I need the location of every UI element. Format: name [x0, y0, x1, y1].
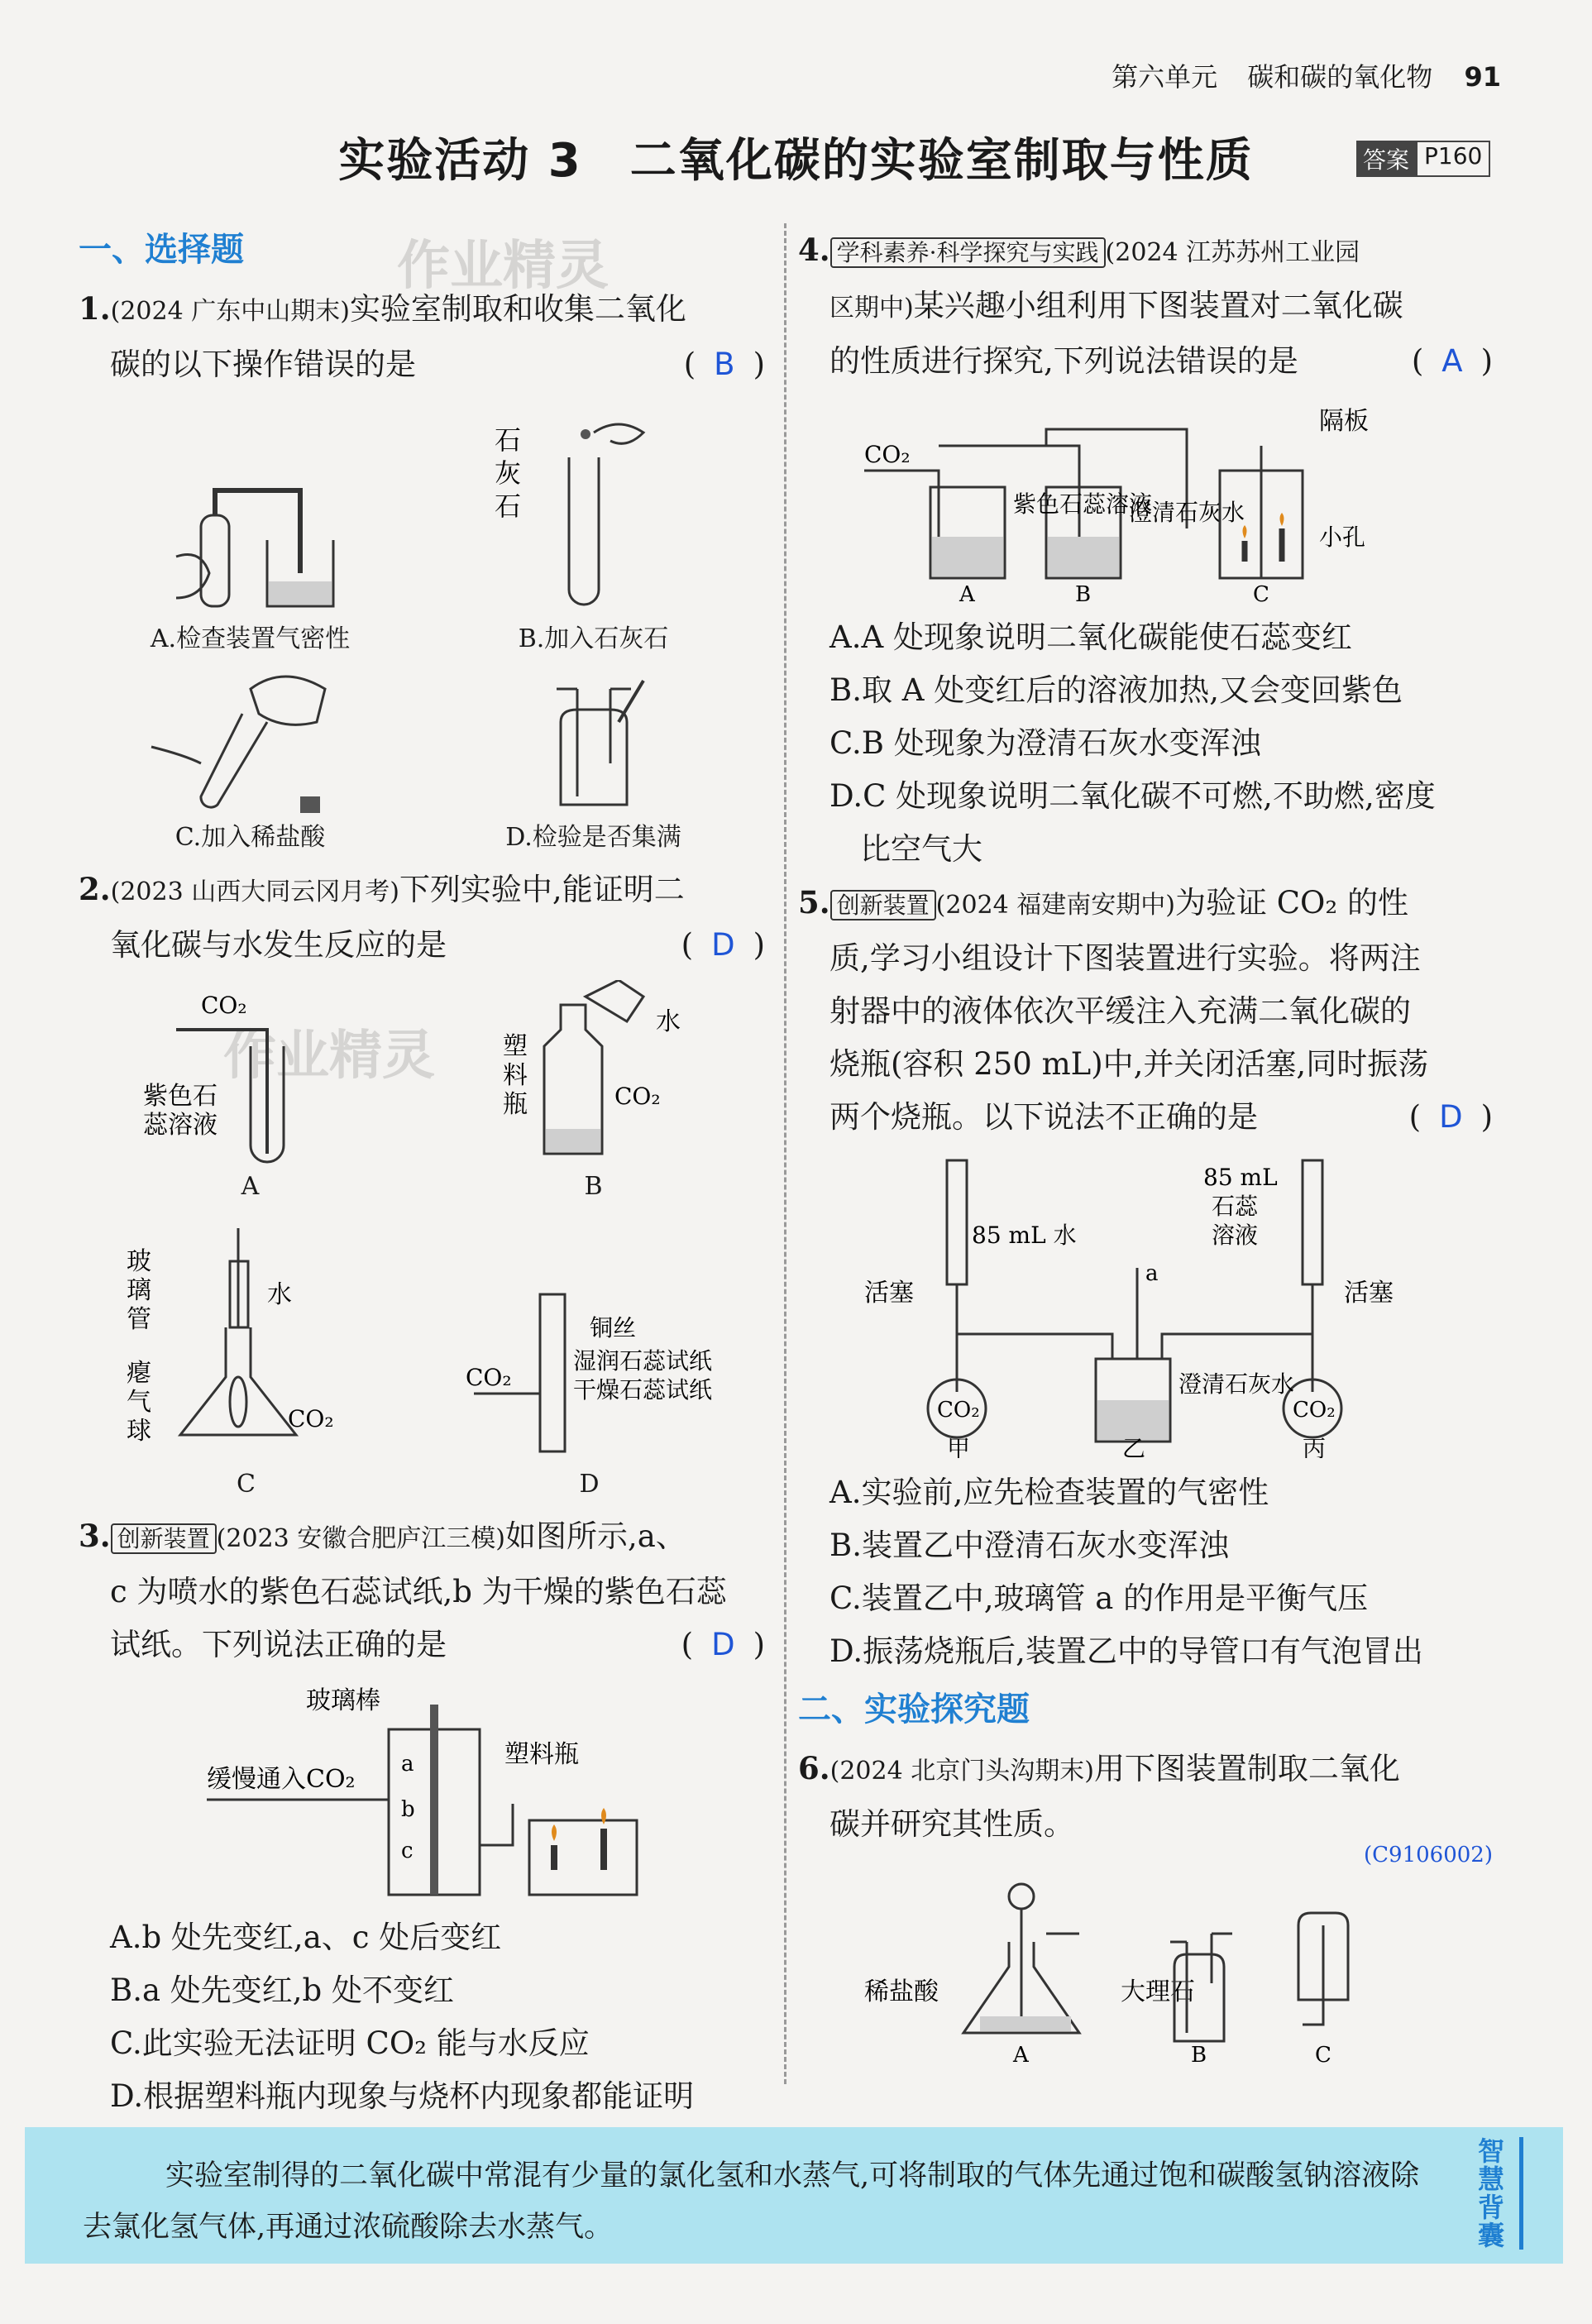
- question-6: [798, 1742, 1493, 2066]
- q1-source: (2024 广东中山期末): [110, 297, 350, 326]
- q3-option-c: C.此实验无法证明 CO₂ 能与水反应: [110, 2025, 590, 2061]
- page-title: 实验活动 3 二氧化碳的实验室制取与性质: [338, 134, 1254, 188]
- q5-option-a: A.实验前,应先检查装置的气密性: [829, 1475, 1269, 1510]
- q2-glass-label-1: 玻: [126, 1247, 151, 1276]
- q2-bottle-label-2: 料: [502, 1061, 528, 1090]
- q2-figure-label-d: D: [579, 1470, 600, 1499]
- q5-water-label: 85 mL 水: [972, 1222, 1077, 1249]
- q2-figure-label-c: C: [237, 1470, 256, 1499]
- q3-source: (2023 安徽合肥庐江三模): [216, 1524, 505, 1553]
- q2-figure-a: [127, 980, 375, 1203]
- q4-co2-label: CO₂: [864, 441, 911, 468]
- question-5: [798, 876, 1493, 1678]
- tip-side-label: 智慧背囊: [1478, 2137, 1523, 2250]
- q2-answer: D: [711, 927, 735, 963]
- q2-co2-d-label: CO₂: [465, 1364, 512, 1391]
- q6-number: 6.: [798, 1750, 830, 1786]
- q5-option-c: C.装置乙中,玻璃管 a 的作用是平衡气压: [829, 1580, 1369, 1616]
- q6-label-b: B: [1191, 2043, 1207, 2066]
- q1-number: 1.: [79, 290, 111, 327]
- q1-option-d: D.检验是否集满: [505, 823, 681, 852]
- question-4: [798, 223, 1493, 876]
- q1-figure-a: [143, 449, 358, 656]
- q5-tag: 创新装置: [830, 890, 936, 921]
- header-unit: 第六单元: [1112, 61, 1218, 93]
- answer-ref-label: 答案: [1356, 141, 1416, 177]
- q5-diagram: [831, 1152, 1460, 1458]
- q2-source: (2023 山西大同云冈月考): [110, 877, 399, 906]
- q2-co2-b-label: CO₂: [614, 1083, 661, 1110]
- question-2: [79, 863, 765, 1501]
- q2-balloon-label-1: 瘪: [126, 1359, 151, 1388]
- q3-answer-slot: ( D ): [681, 1627, 765, 1662]
- q2-litmus-label-2: 蕊溶液: [142, 1111, 218, 1140]
- q4-text: 某兴趣小组利用下图装置对二氧化碳: [913, 288, 1403, 323]
- q5-text-2: 质,学习小组设计下图装置进行实验。将两注: [829, 940, 1421, 976]
- q3-option-b: B.a 处先变红,b 处不变红: [110, 1973, 454, 2008]
- q4-litmus-label: 紫色石蕊溶液: [1013, 490, 1153, 518]
- q5-tube-a-label: a: [1145, 1261, 1159, 1286]
- q6-source: (2024 北京门头沟期末): [829, 1757, 1094, 1786]
- q5-answer: D: [1439, 1099, 1463, 1135]
- q2-glass-label-3: 管: [126, 1305, 151, 1334]
- tip-text: 实验室制得的二氧化碳中常混有少量的氯化氢和水蒸气,可将制取的气体先通过饱和碳酸氢钠溶液除去氯化氢气体,再通过浓硫酸除去水蒸气。: [83, 2159, 1420, 2244]
- q2-bottle-label-3: 瓶: [502, 1090, 528, 1119]
- watermark: 作业精灵: [223, 1026, 435, 1087]
- q1-answer: B: [714, 347, 735, 382]
- answer-reference: [1356, 141, 1490, 177]
- q5-co2-left: CO₂: [937, 1398, 980, 1423]
- q5-litmus-label-1: 85 mL: [1203, 1164, 1278, 1191]
- q5-option-d: D.振荡烧瓶后,装置乙中的导管口有气泡冒出: [829, 1633, 1423, 1669]
- q1-text: 实验室制取和收集二氧化: [349, 291, 686, 327]
- q4-label-c: C: [1253, 582, 1269, 603]
- q2-figure-c: [122, 1212, 371, 1501]
- q2-co2-c-label: CO₂: [287, 1405, 334, 1432]
- q3-option-d: D.根据塑料瓶内现象与烧杯内现象都能证明: [110, 2078, 695, 2114]
- q4-source-2: 区期中): [829, 294, 914, 323]
- q2-bottle-label-1: 塑: [502, 1032, 528, 1061]
- q4-answer: A: [1441, 343, 1463, 379]
- q3-diagram: [190, 1680, 653, 1903]
- q2-balloon-label-2: 气: [126, 1388, 151, 1417]
- q2-glass-label-2: 璃: [126, 1276, 151, 1305]
- q6-diagram: [856, 1876, 1435, 2066]
- page-header: [1112, 56, 1501, 94]
- q4-tag: 学科素养·科学探究与实践: [830, 237, 1106, 268]
- q2-figure-b: [470, 980, 718, 1203]
- q4-label-b: B: [1075, 582, 1092, 603]
- gas-full-check-diagram: [486, 664, 701, 821]
- q5-number: 5.: [798, 884, 830, 921]
- q4-label-a: A: [959, 582, 975, 603]
- q2-answer-slot: ( D ): [681, 927, 765, 963]
- q3-number: 3.: [79, 1518, 111, 1554]
- q3-text-2: c 为喷水的紫色石蕊试纸,b 为干燥的紫色石蕊: [110, 1574, 727, 1609]
- q4-number: 4.: [798, 232, 830, 268]
- q1-option-a: A.检查装置气密性: [150, 624, 351, 653]
- q2-co2-label: CO₂: [200, 992, 247, 1019]
- q6-text-2: 碳并研究其性质。: [829, 1806, 1074, 1842]
- q6-acid-label: 稀盐酸: [864, 1977, 939, 2006]
- q2-number: 2.: [79, 871, 111, 907]
- q3-text: 如图所示,a、: [504, 1518, 686, 1554]
- litmus-paper-tube-diagram: [457, 1278, 722, 1468]
- q2-text: 下列实验中,能证明二: [399, 872, 685, 907]
- airtight-check-diagram: [143, 449, 358, 623]
- q4-option-d: D.C 处现象说明二氧化碳不可燃,不助燃,密度: [829, 778, 1436, 814]
- q4-limewater-label: 澄清石灰水: [1129, 499, 1245, 526]
- section-heading-choice: 一、选择题: [79, 231, 244, 269]
- q5-co2-right: CO₂: [1293, 1398, 1336, 1423]
- page-number: 91: [1464, 61, 1501, 93]
- q1-stone-label-3: 石: [494, 490, 521, 522]
- q1-stone-label-1: 石: [494, 424, 521, 456]
- q5-source: (2024 福建南安期中): [935, 891, 1175, 920]
- q5-text-3: 射器中的液体依次平缓注入充满二氧化碳的: [829, 993, 1411, 1029]
- q6-label-c: C: [1315, 2043, 1331, 2066]
- q2-copper-label: 铜丝: [589, 1314, 636, 1341]
- q3-inlet-label: 缓慢通入CO₂: [207, 1765, 356, 1794]
- q5-litmus-label-2: 石蕊: [1212, 1193, 1259, 1220]
- question-1: [79, 282, 765, 854]
- plastic-bottle-diagram: [470, 980, 718, 1170]
- q4-option-c: C.B 处现象为澄清石灰水变浑浊: [829, 725, 1261, 761]
- q6-text: 用下图装置制取二氧化: [1093, 1751, 1400, 1786]
- q4-option-a: A.A 处现象说明二氧化碳能使石蕊变红: [829, 619, 1352, 655]
- q2-dry-paper-label: 干燥石蕊试纸: [572, 1376, 712, 1403]
- q4-option-d-2: 比空气大: [860, 831, 982, 867]
- q3-point-b: b: [401, 1797, 415, 1822]
- q4-text-2: 的性质进行探究,下列说法错误的是: [829, 343, 1298, 379]
- q5-valve-left: 活塞: [864, 1279, 914, 1308]
- q4-answer-slot: ( A ): [1411, 343, 1493, 379]
- q5-valve-right: 活塞: [1344, 1279, 1394, 1308]
- q1-figure-d: [486, 664, 701, 854]
- answer-ref-page: P160: [1416, 141, 1490, 177]
- q3-answer: D: [711, 1627, 735, 1662]
- q2-figure-label-b: B: [584, 1172, 603, 1201]
- q5-text-4: 烧瓶(容积 250 mL)中,并关闭活塞,同时振荡: [829, 1046, 1429, 1082]
- q2-water-label: 水: [655, 1007, 681, 1036]
- header-topic: 碳和碳的氧化物: [1247, 61, 1433, 93]
- q5-litmus-label-3: 溶液: [1212, 1222, 1259, 1249]
- q1-figure-c: [143, 664, 358, 854]
- section-heading-experiment: 二、实验探究题: [798, 1690, 1030, 1729]
- q3-text-3: 试纸。下列说法正确的是: [110, 1627, 447, 1662]
- q6-label-a: A: [1013, 2043, 1029, 2066]
- q2-text-2: 氧化碳与水发生反应的是: [110, 927, 447, 963]
- q3-option-a: A.b 处先变红,a、c 处后变红: [110, 1920, 502, 1955]
- q1-answer-slot: ( B ): [683, 347, 765, 382]
- q2-balloon-label-3: 球: [126, 1417, 151, 1446]
- watermark: 作业精灵: [397, 236, 609, 297]
- q1-text-2: 碳的以下操作错误的是: [110, 347, 416, 382]
- q4-option-b: B.取 A 处变红后的溶液加热,又会变回紫色: [829, 672, 1403, 708]
- q5-answer-slot: ( D ): [1408, 1099, 1493, 1135]
- q5-text: 为验证 CO₂ 的性: [1174, 885, 1408, 921]
- q1-option-c: C.加入稀盐酸: [174, 823, 326, 852]
- q2-figure-d: [457, 1278, 722, 1501]
- add-acid-diagram: [143, 664, 358, 821]
- q4-source: (2024 江苏苏州工业园: [1105, 238, 1360, 267]
- q2-wet-paper-label: 湿润石蕊试纸: [572, 1347, 712, 1375]
- q5-text-5: 两个烧瓶。以下说法不正确的是: [829, 1099, 1258, 1135]
- q3-rod-label: 玻璃棒: [306, 1686, 380, 1715]
- right-column: [798, 223, 1493, 2074]
- q5-lime-label: 澄清石灰水: [1178, 1370, 1295, 1398]
- q2-figure-label-a: A: [241, 1172, 260, 1201]
- q5-option-b: B.装置乙中澄清石灰水变浑浊: [829, 1528, 1229, 1563]
- add-limestone-diagram: [486, 408, 701, 623]
- q6-code: (C9106002): [1364, 1843, 1493, 1867]
- column-divider: [784, 223, 786, 2084]
- q3-bottle-label: 塑料瓶: [504, 1740, 579, 1769]
- q2-litmus-label-1: 紫色石: [142, 1082, 218, 1111]
- co2-into-litmus-diagram: [127, 980, 375, 1170]
- q5-jia-label: 甲: [947, 1435, 971, 1458]
- q4-diagram: [856, 396, 1435, 603]
- q3-tag: 创新装置: [111, 1523, 217, 1554]
- q5-yi-label: 乙: [1122, 1435, 1146, 1458]
- q3-point-c: c: [401, 1839, 414, 1863]
- q6-marble-label: 大理石: [1121, 1977, 1195, 2006]
- q1-option-b: B.加入石灰石: [518, 624, 669, 653]
- question-3: [79, 1509, 765, 2176]
- q1-stone-label-2: 灰: [494, 457, 521, 489]
- flask-balloon-diagram: [122, 1212, 371, 1468]
- q4-partition-label: 隔板: [1319, 407, 1369, 436]
- q1-figure-b: [486, 408, 701, 656]
- q2-water-c-label: 水: [266, 1280, 292, 1309]
- q5-bing-label: 丙: [1303, 1435, 1327, 1458]
- q4-hole-label: 小孔: [1319, 524, 1366, 551]
- q3-point-a: a: [401, 1752, 414, 1776]
- left-column: [79, 223, 765, 2176]
- wisdom-tip-box: [25, 2127, 1563, 2264]
